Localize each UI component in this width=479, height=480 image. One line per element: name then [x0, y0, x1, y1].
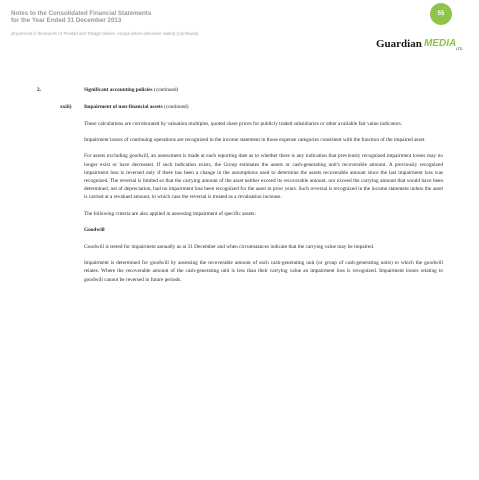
paragraph-goodwill-test: Goodwill is tested for impairment annually as at 31 December and when circumstances indicate that the carrying value may be impaired.	[84, 244, 375, 251]
guardian-media-logo	[376, 33, 466, 53]
paragraph-reversal: For assets excluding goodwill, an assessment is made at each reporting date as to whether there is any indication that previously recognized impairment losses may no longer exist or have decreased. If such indication exists, the Group estimates the assets or cash-generating unit's recoverable amount. A previously recognized impairment loss is reversed only if there has been a change in the assumptions used to determine the assets recoverable amount since the last impairment loss was recognized. The reversal is limited so that the carrying amount of the asset neither exceed its recoverable amount, nor exceed the carrying amount that would have been determined, net of depreciation, had no impairment loss been recognized for the asset in prior years. Such reversal is recognized in the income statement unless the asset is carried at a revalued amount, in which case the reversal is treated as a revaluation increase.	[84, 153, 443, 201]
goodwill-heading: Goodwill	[84, 226, 105, 233]
page-number: 55	[437, 11, 445, 17]
paragraph-goodwill-impairment: Impairment is determined for goodwill by assessing the recoverable amount of each cash-generating unit (or group of cash-generating units) to which the goodwill relates. Where the recoverable amount of the cash-generating unit is less than their carrying value an impairment loss is recognized. Impairment losses relating to goodwill cannot be reversed in future periods.	[84, 260, 443, 283]
report-title-line-2: for the Year Ended 31 December 2013	[11, 17, 122, 24]
report-title-line-1: Notes to the Consolidated Financial Statements	[11, 10, 152, 17]
body-text	[84, 120, 443, 292]
section-number: 2.	[37, 87, 41, 93]
paragraph-impairment-losses: Impairment losses of continuing operations are recognized in the income statement in those expense categories consistent with the function of the impaired asset.	[84, 137, 426, 144]
section-title-suffix: (continued)	[153, 87, 179, 93]
paragraph-criteria: The following criteria are also applied in assessing impairment of specific assets:	[84, 210, 256, 217]
logo-text-main: Guardian	[376, 38, 422, 50]
paragraph-valuation: These calculations are corroborated by valuation multiples, quoted share prices for publicly traded subsidiaries or other available fair value indicators.	[84, 121, 403, 127]
section-title: Significant accounting policies	[84, 87, 153, 93]
report-subtitle: (Expressed in thousands of Trinidad and Tobago Dollars, except where otherwise stated) (Continued)	[11, 31, 199, 36]
section-heading	[84, 87, 178, 93]
logo-text-suffix: LTD	[456, 47, 463, 51]
subsection-number: xxiii)	[60, 104, 72, 110]
subsection-title: Impairment of non-financial assets	[84, 104, 163, 110]
logo-text-accent: MEDIA	[424, 38, 457, 49]
subsection-heading	[84, 104, 188, 110]
report-header-title	[11, 10, 151, 24]
page-number-badge	[430, 3, 452, 25]
subsection-title-suffix: (continued)	[164, 104, 189, 110]
